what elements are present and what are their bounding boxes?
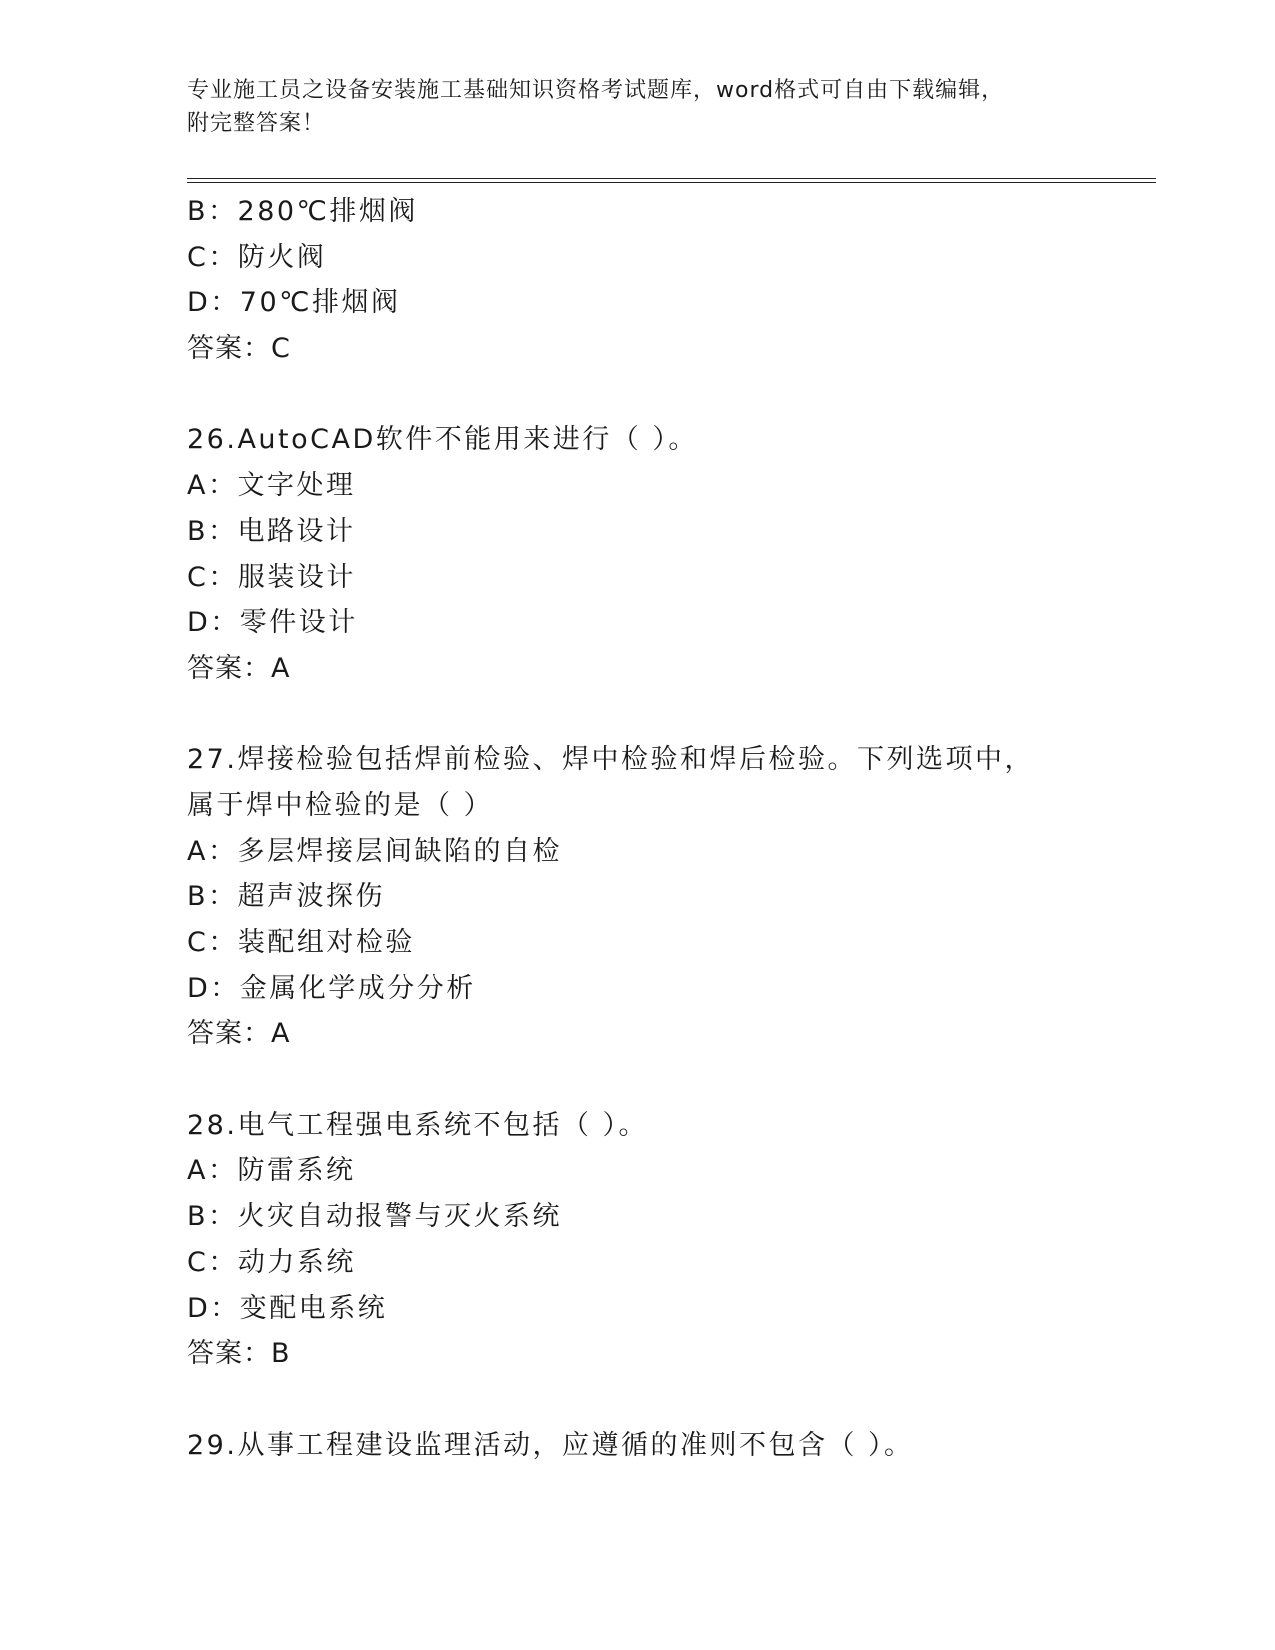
option-d: D：零件设计	[187, 607, 358, 639]
document-header	[187, 74, 1087, 140]
answer: 答案：A	[187, 652, 291, 684]
spacer	[187, 372, 1107, 418]
option-c: C：防火阀	[187, 241, 327, 273]
option-b: B：火灾自动报警与灭火系统	[187, 1201, 563, 1233]
header-line-2: 附完整答案！	[187, 111, 326, 136]
question-27	[187, 737, 1107, 1057]
question-28	[187, 1103, 1107, 1377]
option-b: B：280℃排烟阀	[187, 196, 418, 227]
header-divider-bottom	[187, 182, 1156, 183]
option-d: D：变配电系统	[187, 1292, 388, 1324]
option-b: B：电路设计	[187, 515, 356, 547]
question-text: 29.从事工程建设监理活动，应遵循的准则不包含（ ）。	[187, 1429, 914, 1461]
question-text: 26.AutoCAD软件不能用来进行（ ）。	[187, 424, 698, 456]
question-text: 28.电气工程强电系统不包括（ ）。	[187, 1109, 649, 1141]
option-c: C：服装设计	[187, 561, 356, 593]
spacer	[187, 1057, 1107, 1103]
spacer	[187, 1377, 1107, 1423]
option-d: D：金属化学成分分析	[187, 972, 476, 1004]
option-a: A：文字处理	[187, 470, 356, 502]
option-c: C：装配组对检验	[187, 927, 415, 959]
question-list	[187, 189, 1107, 1468]
option-c: C：动力系统	[187, 1246, 356, 1278]
header-line-1: 专业施工员之设备安装施工基础知识资格考试题库，word格式可自由下载编辑，	[187, 78, 1005, 103]
header-divider-top	[187, 178, 1156, 179]
answer: 答案：A	[187, 1018, 291, 1050]
spacer	[187, 692, 1107, 738]
answer: 答案：C	[187, 333, 291, 365]
option-a: A：多层焊接层间缺陷的自检	[187, 835, 562, 867]
option-d: D：70℃排烟阀	[187, 287, 401, 319]
question-26	[187, 417, 1107, 691]
answer: 答案：B	[187, 1338, 291, 1370]
question-text: 27.焊接检验包括焊前检验、焊中检验和焊后检验。下列选项中，属于焊中检验的是（ ）	[187, 744, 1034, 821]
option-a: A：防雷系统	[187, 1155, 356, 1187]
question-25-fragment	[187, 189, 1107, 372]
question-29	[187, 1423, 1107, 1469]
option-b: B：超声波探伤	[187, 881, 386, 913]
